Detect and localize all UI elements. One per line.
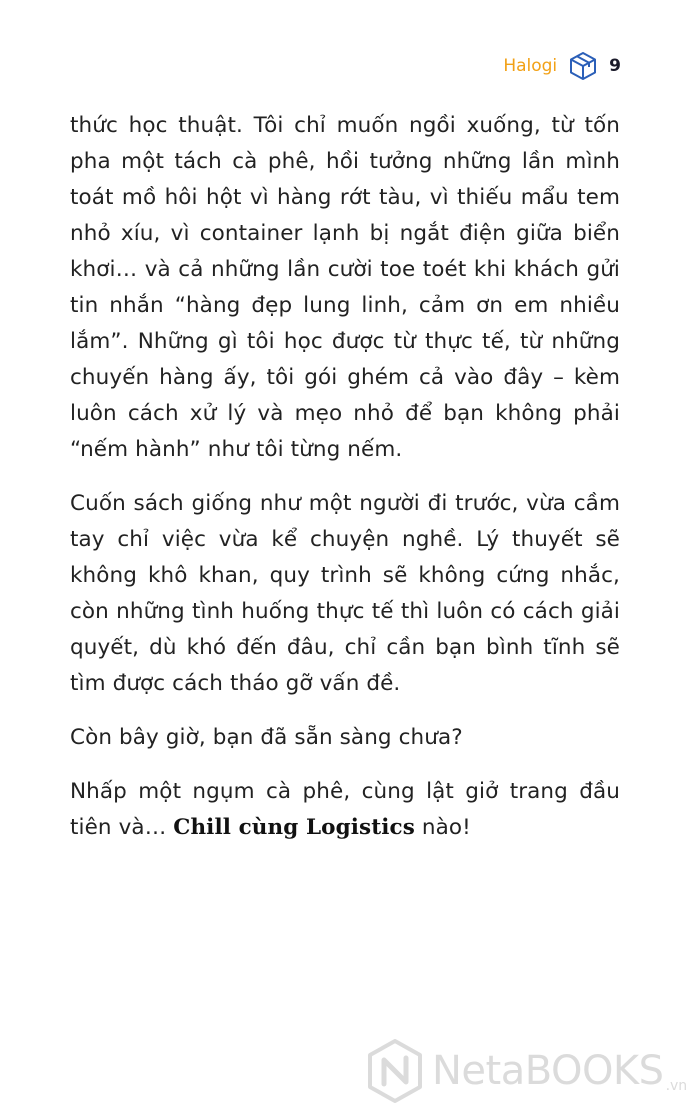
box-icon bbox=[567, 50, 599, 82]
watermark-text: NetaBOOKS bbox=[432, 1048, 664, 1094]
book-title-emphasis: Chill cùng Logistics bbox=[173, 815, 415, 840]
paragraph-4-tail: nào! bbox=[414, 815, 471, 840]
body-text bbox=[70, 108, 620, 864]
paragraph-3: Còn bây giờ, bạn đã sẵn sàng chưa? bbox=[70, 725, 463, 750]
paragraph-1: thức học thuật. Tôi chỉ muốn ngồi xuống, từ tốn pha một tách cà phê, hồi tưởng những lần mình toát mồ hôi hột vì hàng rớt tàu, vì thiếu mẩu tem nhỏ xíu, vì container lạnh bị ngắt điện giữa biển khơi… và cả những lần cười toe toét khi khách gửi tin nhắn “hàng đẹp lung linh, cảm ơn em nhiều lắm”. Những gì tôi học được từ thực tế, từ những chuyến hàng ấy, tôi gói ghém cả vào đây – kèm luôn cách xử lý và mẹo nhỏ để bạn không phải “nếm hành” như tôi từng nếm. bbox=[70, 113, 620, 462]
page-header bbox=[503, 50, 621, 82]
paragraph-4-lead: Nhấp một ngụm cà phê, cùng lật giở trang đầu tiên và… bbox=[70, 779, 620, 840]
watermark bbox=[366, 1038, 687, 1104]
watermark-suffix: .vn bbox=[665, 1078, 688, 1094]
paragraph-4 bbox=[70, 774, 620, 846]
brand-name: Halogi bbox=[503, 56, 558, 76]
page-number: 9 bbox=[609, 56, 621, 76]
netabooks-logo-icon bbox=[366, 1038, 424, 1104]
paragraph-2: Cuốn sách giống như một người đi trước, vừa cầm tay chỉ việc vừa kể chuyện nghề. Lý thuyết sẽ không khô khan, quy trình sẽ không cứng nhắc, còn những tình huống thực tế thì luôn có cách giải quyết, dù khó đến đâu, chỉ cần bạn bình tĩnh sẽ tìm được cách tháo gỡ vấn đề. bbox=[70, 491, 620, 696]
